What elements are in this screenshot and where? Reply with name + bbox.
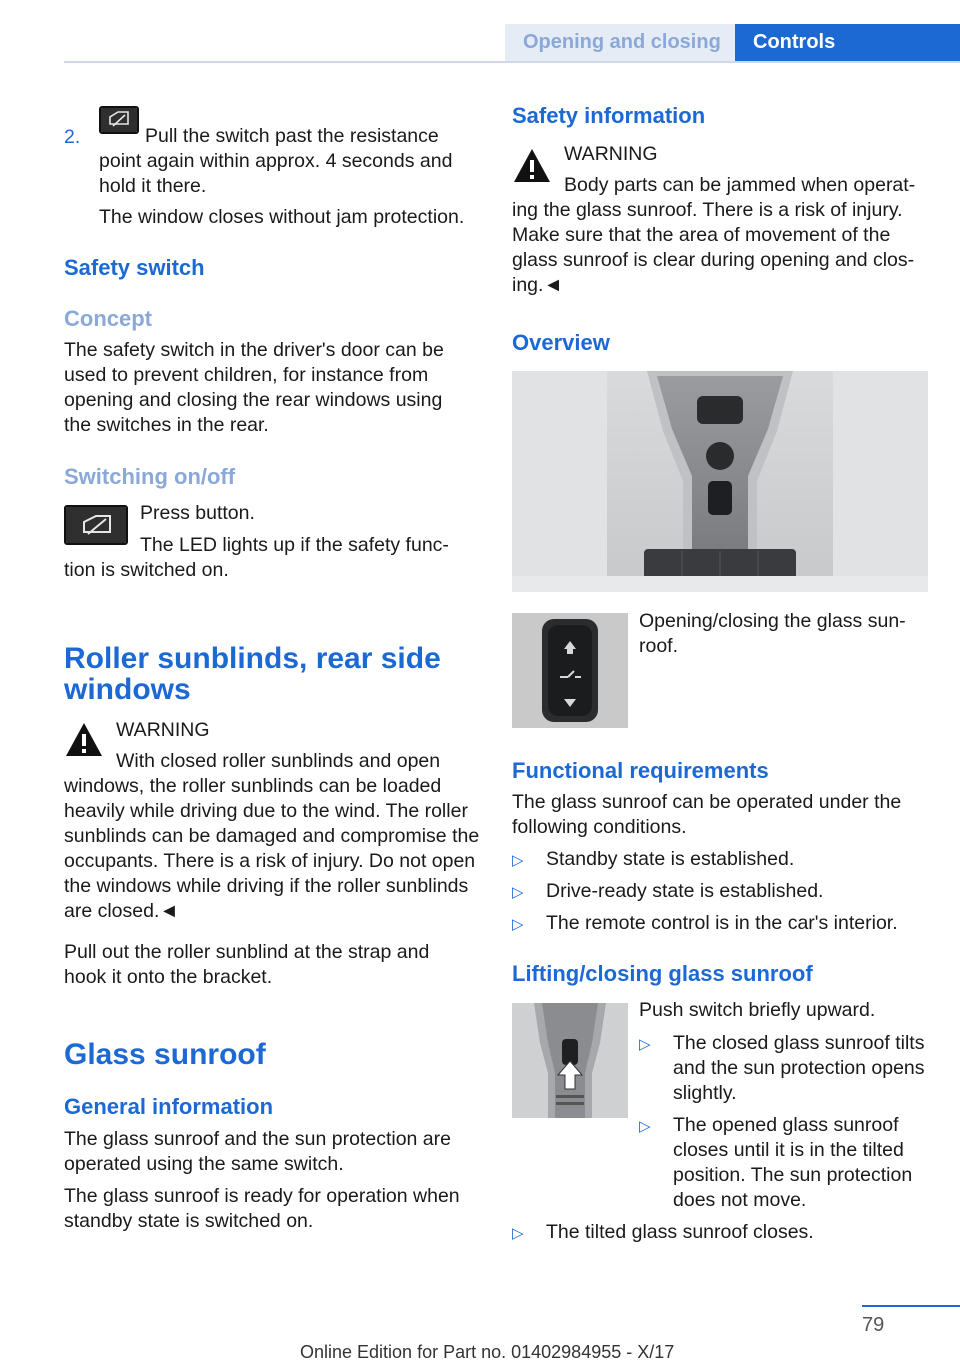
- sunroof-warning-text: ing the glass sunroof. There is a risk of injury. Make sure that the area of movement of the glass sunroof is clear during opening and clos‐ing.◄: [512, 199, 915, 296]
- overhead-console-photo: [512, 371, 928, 592]
- list-item: [512, 1220, 932, 1245]
- page-number: 79: [862, 1314, 885, 1336]
- list-item-text: The remote control is in the car's interior.: [546, 912, 898, 934]
- bullet-icon: ▷: [512, 916, 524, 933]
- safety-switch-icon: [64, 505, 128, 545]
- bullet-icon: ▷: [512, 852, 524, 869]
- led-text-line2: tion is switched on.: [64, 559, 229, 581]
- list-item: [639, 1031, 929, 1106]
- roller-warning-label: WARNING: [116, 719, 210, 741]
- bullet-icon: ▷: [639, 1036, 651, 1053]
- lifting-intro: Push switch briefly upward.: [639, 999, 876, 1021]
- led-text-line1: The LED lights up if the safety func‐: [140, 534, 449, 556]
- press-button-text: Press button.: [140, 502, 255, 524]
- list-item-text: The tilted glass sunroof closes.: [546, 1221, 814, 1243]
- roller-warning-line1: With closed roller sunblinds and open: [116, 750, 441, 772]
- overview-caption: Opening/closing the glass sun‐roof.: [639, 610, 906, 657]
- roller-sunblinds-heading: Roller sunblinds, rear side windows: [64, 642, 441, 706]
- roller-instruction: Pull out the roller sunblind at the strap and hook it onto the bracket.: [64, 941, 430, 988]
- general-info-text1: The glass sunroof and the sun protection are operated using the same switch.: [64, 1128, 451, 1175]
- header-divider: [64, 61, 960, 63]
- list-item: [512, 847, 932, 872]
- sunroof-push-up-photo: [512, 1003, 628, 1118]
- sunroof-switch-photo: [512, 613, 628, 728]
- overview-heading: Overview: [512, 330, 610, 355]
- roller-warning-text: windows, the roller sunblinds can be loaded heavily while driving due to the wind. The roller sunblinds can be damaged and compromise the occupants. There is a risk of injury. Do not open the windows while driving if the roller sunblinds are closed.◄: [64, 775, 480, 922]
- bullet-icon: ▷: [512, 1225, 524, 1242]
- step-2-text: Pull the switch past the resistance point again within approx. 4 seconds and hold it there.: [99, 125, 453, 197]
- safety-switch-heading: Safety switch: [64, 255, 205, 280]
- sunroof-warning-label: WARNING: [564, 143, 658, 165]
- footer-divider: [862, 1305, 960, 1307]
- concept-text: The safety switch in the driver's door can be used to prevent children, for instance from opening and closing the rear windows using the switches in the rear.: [64, 339, 444, 436]
- step-number: 2.: [64, 126, 81, 148]
- list-item: [639, 1113, 929, 1213]
- list-item: [512, 911, 932, 936]
- general-info-text2: The glass sunroof is ready for operation when standby state is switched on.: [64, 1185, 460, 1232]
- switching-heading: Switching on/off: [64, 464, 236, 489]
- safety-info-heading: Safety information: [512, 103, 706, 128]
- functional-requirements-text: The glass sunroof can be operated under the following conditions.: [512, 791, 902, 838]
- bullet-icon: ▷: [639, 1118, 651, 1135]
- header-section-tab: Opening and closing: [505, 24, 735, 62]
- list-item-text: The opened glass sunroof closes until it is in the tilted position. The sun protection does not move.: [673, 1114, 913, 1211]
- glass-sunroof-heading: Glass sunroof: [64, 1038, 266, 1071]
- warning-icon: [512, 147, 552, 185]
- functional-requirements-heading: Functional requirements: [512, 758, 769, 783]
- warning-icon: [64, 721, 104, 759]
- concept-heading: Concept: [64, 306, 152, 331]
- list-item-text: The closed glass sunroof tilts and the sun protection opens slightly.: [673, 1032, 925, 1104]
- edition-footer: Online Edition for Part no. 01402984955 - X/17: [300, 1342, 675, 1362]
- header-chapter-tab: Controls: [735, 24, 960, 62]
- list-item-text: Standby state is established.: [546, 848, 795, 870]
- step-2-result: The window closes without jam protection.: [99, 206, 465, 228]
- sunroof-warning-line1: Body parts can be jammed when operat‐: [564, 174, 916, 196]
- lifting-closing-heading: Lifting/closing glass sunroof: [512, 961, 813, 986]
- general-info-heading: General information: [64, 1094, 274, 1119]
- list-item: [512, 879, 932, 904]
- bullet-icon: ▷: [512, 884, 524, 901]
- list-item-text: Drive-ready state is established.: [546, 880, 824, 902]
